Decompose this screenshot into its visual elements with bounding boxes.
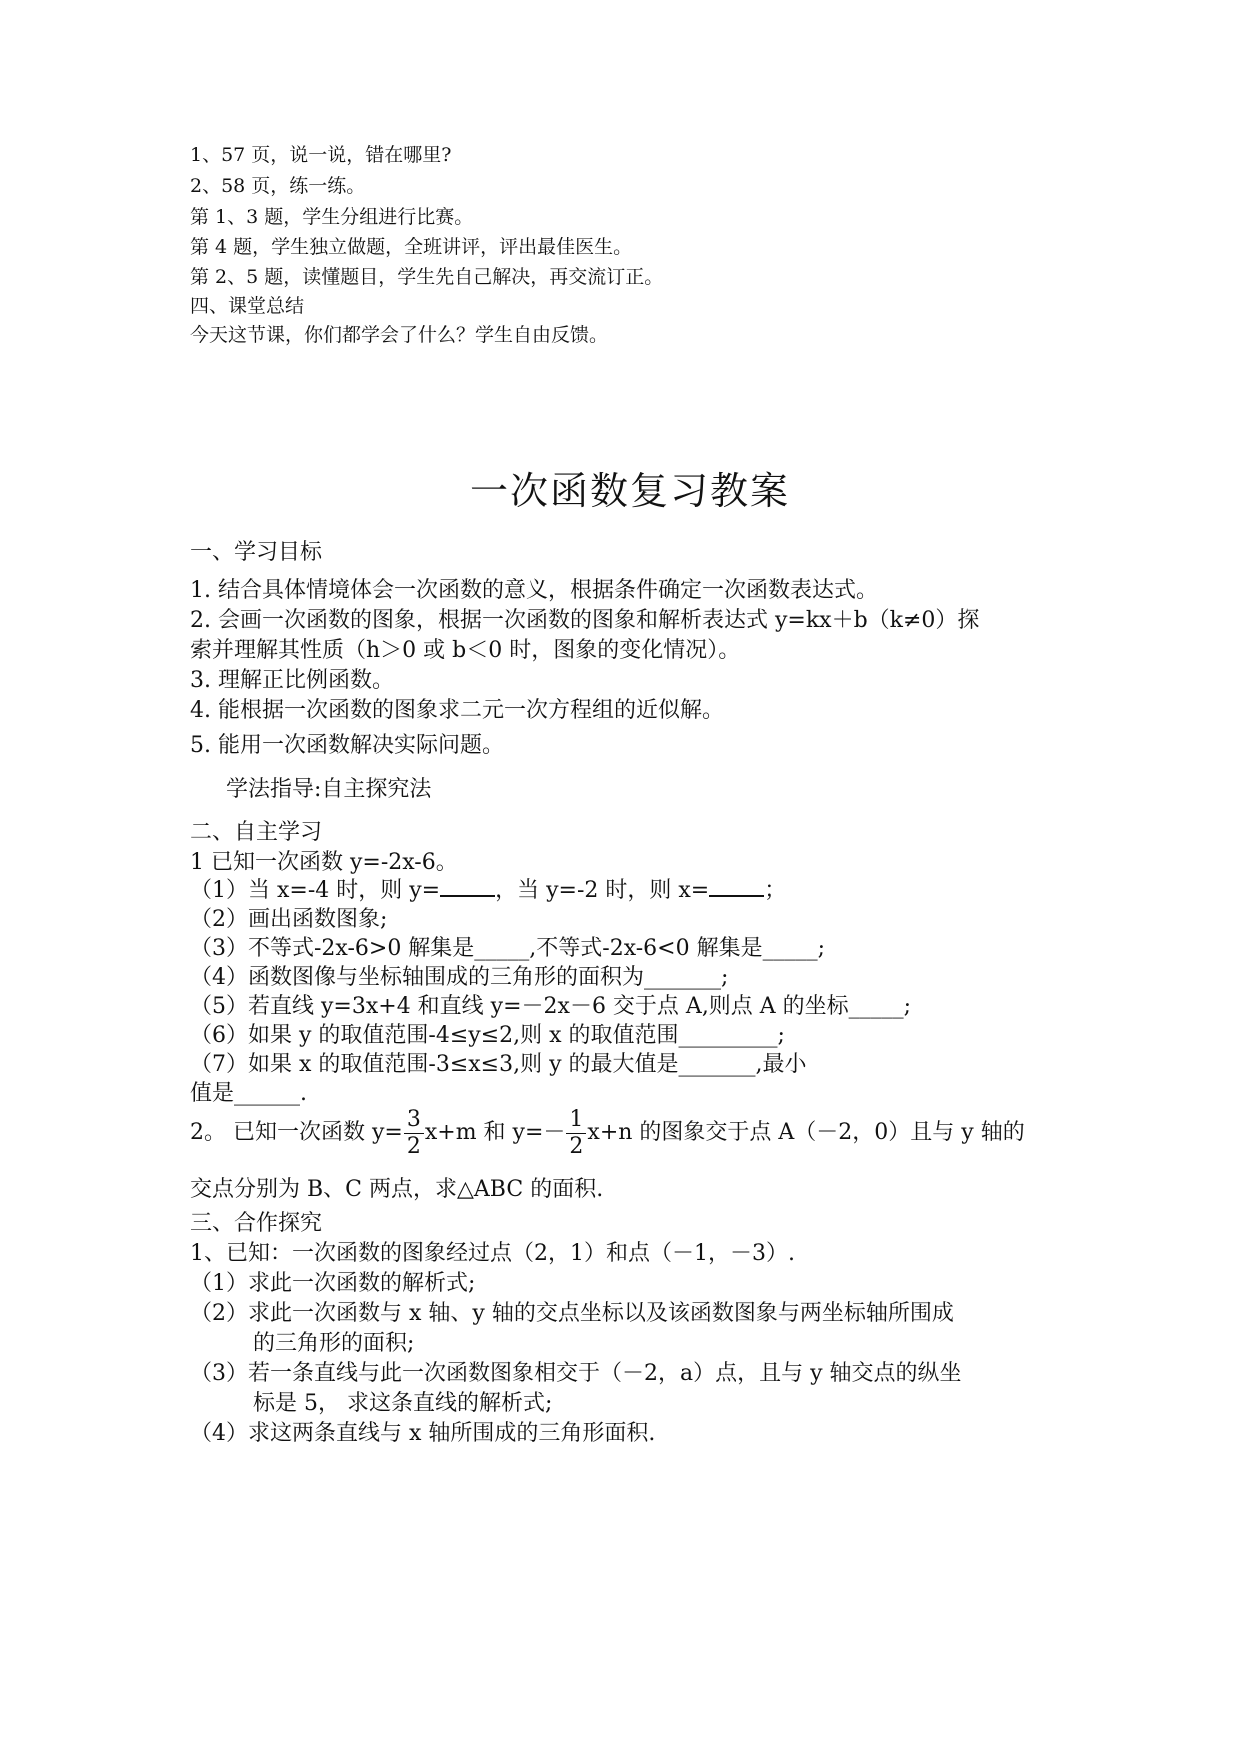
section2-q1-sub2: （2）画出函数图象; xyxy=(190,907,388,932)
section1-heading: 一、学习目标 xyxy=(190,540,323,565)
q2-mid: x+m 和 y=－ xyxy=(424,1120,566,1145)
section3-q1-stem: 1、已知：一次函数的图象经过点（2，1）和点（－1，－3）. xyxy=(190,1241,795,1266)
section3-sub3: （3）若一条直线与此一次函数图象相交于（－2，a）点，且与 y 轴交点的纵坐 xyxy=(190,1361,962,1386)
top-line-7: 今天这节课，你们都学会了什么？学生自由反馈。 xyxy=(190,324,609,346)
q1-sub1-part-a: （1）当 x=-4 时，则 y= xyxy=(190,878,441,903)
fraction-denominator: 2 xyxy=(406,1133,421,1159)
page-title: 一次函数复习教案 xyxy=(470,469,791,513)
section2-q1-sub7-cont: 值是______. xyxy=(190,1081,307,1106)
q1-sub1-part-c: ； xyxy=(764,878,787,903)
answer-blank xyxy=(440,877,495,897)
section3-sub2: （2）求此一次函数与 x 轴、y 轴的交点坐标以及该函数图象与两坐标轴所围成 xyxy=(190,1301,954,1326)
section2-q2-line2: 交点分别为 B、C 两点，求△ABC 的面积. xyxy=(190,1177,604,1202)
section3-sub3-cont: 标是 5， 求这条直线的解析式; xyxy=(253,1391,553,1416)
section3-sub2-cont: 的三角形的面积; xyxy=(253,1331,415,1356)
q2-prefix: 2。 已知一次函数 y= xyxy=(190,1120,403,1145)
section1-item-5: 5. 能用一次函数解决实际问题。 xyxy=(190,733,504,758)
top-line-1: 1、57 页，说一说，错在哪里? xyxy=(190,144,452,166)
section2-heading: 二、自主学习 xyxy=(190,820,323,845)
top-line-5: 第 2、5 题，读懂题目，学生先自己解决，再交流订正。 xyxy=(190,266,664,288)
section2-q2 xyxy=(190,1104,1025,1162)
section2-q1-sub6: （6）如果 y 的取值范围-4≤y≤2,则 x 的取值范围_________; xyxy=(190,1023,785,1048)
section2-q1-sub5: （5）若直线 y=3x+4 和直线 y=－2x－6 交于点 A,则点 A 的坐标_____; xyxy=(190,994,912,1019)
section2-q1-sub3: （3）不等式-2x-6>0 解集是_____,不等式-2x-6<0 解集是_____; xyxy=(190,936,826,961)
top-line-4: 第 4 题，学生独立做题，全班讲评，评出最佳医生。 xyxy=(190,236,633,258)
section1-item-1: 1. 结合具体情境体会一次函数的意义，根据条件确定一次函数表达式。 xyxy=(190,578,878,603)
fraction-numerator: 1 xyxy=(566,1107,586,1134)
q2-suffix: x+n 的图象交于点 A（－2，0）且与 y 轴的 xyxy=(587,1120,1025,1145)
top-line-2: 2、58 页，练一练。 xyxy=(190,175,366,197)
top-line-3: 第 1、3 题，学生分组进行比赛。 xyxy=(190,206,474,228)
section1-item-4: 4. 能根据一次函数的图象求二元一次方程组的近似解。 xyxy=(190,698,724,723)
fraction-denominator: 2 xyxy=(569,1133,584,1159)
answer-blank xyxy=(709,877,764,897)
section2-q1-sub4: （4）函数图像与坐标轴围成的三角形的面积为_______; xyxy=(190,965,729,990)
section2-q1-sub1 xyxy=(190,873,786,904)
section3-heading: 三、合作探究 xyxy=(190,1211,323,1236)
fraction-one-half xyxy=(566,1107,586,1160)
section1-item-3: 3. 理解正比例函数。 xyxy=(190,668,394,693)
top-line-6: 四、课堂总结 xyxy=(190,295,305,317)
study-method: 学法指导:自主探究法 xyxy=(226,777,432,802)
fraction-three-halves xyxy=(404,1107,424,1160)
section1-item-2: 2. 会画一次函数的图象，根据一次函数的图象和解析表达式 y=kx＋b（k≠0）探 xyxy=(190,608,980,633)
section3-sub4: （4）求这两条直线与 x 轴所围成的三角形面积. xyxy=(190,1421,656,1446)
section2-q1-stem: 1 已知一次函数 y=-2x-6。 xyxy=(190,850,458,875)
section1-item-2-cont: 索并理解其性质（h＞0 或 b＜0 时，图象的变化情况）。 xyxy=(190,638,741,663)
q1-sub1-part-b: ，当 y=-2 时，则 x= xyxy=(495,878,710,903)
section2-q1-sub7: （7）如果 x 的取值范围-3≤x≤3,则 y 的最大值是_______,最小 xyxy=(190,1052,807,1077)
fraction-numerator: 3 xyxy=(404,1107,424,1134)
section3-sub1: （1）求此一次函数的解析式; xyxy=(190,1271,476,1296)
